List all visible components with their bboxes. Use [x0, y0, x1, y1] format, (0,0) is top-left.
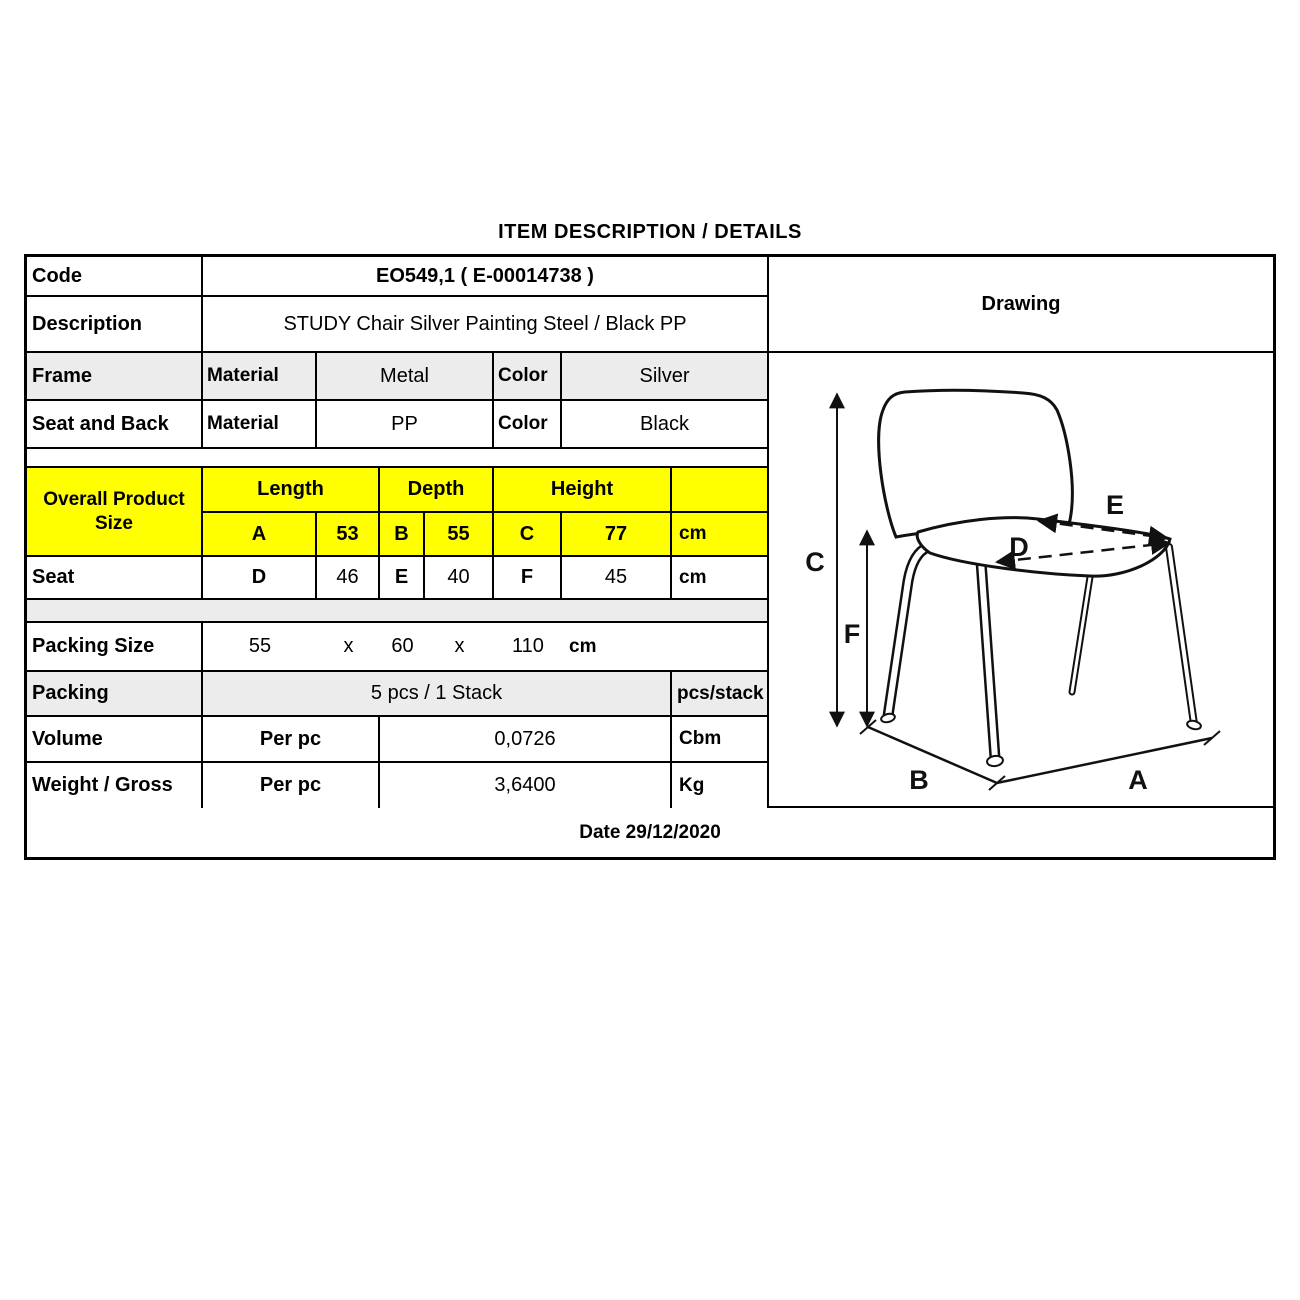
frame-label: Frame [27, 353, 203, 399]
packing-size-label: Packing Size [27, 623, 203, 670]
description-value: STUDY Chair Silver Painting Steel / Black PP [283, 312, 687, 335]
drawing-area [769, 353, 1273, 806]
weight-row [27, 763, 767, 808]
dim-label-f: F [843, 619, 861, 649]
volume-basis: Per pc [203, 717, 380, 761]
code-row [27, 257, 767, 297]
dim-e-value: 40 [425, 557, 494, 598]
overall-size-label: Overall Product Size [27, 468, 203, 555]
weight-unit: Kg [679, 774, 705, 796]
packing-size-unit: cm [569, 635, 597, 657]
spec-table-left [27, 257, 769, 808]
dim-d-value: 46 [317, 557, 380, 598]
volume-unit: Cbm [679, 728, 722, 749]
frame-material-value: Metal [317, 353, 494, 399]
dimension-header-row [203, 468, 767, 513]
chair-foot-front [986, 755, 1003, 767]
dim-f-key: F [494, 557, 562, 598]
code-label: Code [27, 257, 203, 295]
date-text: Date 29/12/2020 [579, 821, 721, 843]
date-row [27, 808, 1273, 857]
dim-label-e: E [1105, 490, 1125, 520]
dim-a-key: A [203, 513, 317, 555]
frame-row [27, 353, 767, 401]
packing-size-part-0: 55 [248, 635, 272, 657]
packing-size-sep-1: x [343, 635, 354, 657]
packing-value: 5 pcs / 1 Stack [203, 672, 672, 715]
volume-value: 0,0726 [380, 717, 672, 761]
height-header: Height [494, 468, 672, 511]
dim-c-key: C [494, 513, 562, 555]
dim-a-value: 53 [317, 513, 380, 555]
frame-color-value: Silver [639, 364, 690, 387]
packing-size-sep-3: x [454, 635, 465, 657]
dim-e-key: E [380, 557, 425, 598]
frame-color-key: Color [494, 353, 562, 399]
dimension-header-empty-cell [672, 468, 767, 511]
spec-table [24, 254, 1276, 860]
chair-foot-right [1186, 719, 1202, 730]
packing-size-part-2: 60 [391, 635, 414, 657]
drawing-header: Drawing [769, 257, 1273, 353]
chair-front-frame [888, 545, 995, 758]
seat-back-color-value: Black [640, 412, 689, 435]
weight-basis: Per pc [203, 763, 380, 808]
seat-back-material-key: Material [203, 401, 317, 447]
dim-b-value: 55 [425, 513, 494, 555]
dim-label-b: B [909, 765, 929, 795]
code-value: EO549,1 ( E-00014738 ) [376, 264, 594, 287]
depth-header: Depth [380, 468, 494, 511]
frame-material-key: Material [203, 353, 317, 399]
chair-backrest [879, 390, 1073, 537]
seat-back-label: Seat and Back [27, 401, 203, 447]
dim-b-key: B [380, 513, 425, 555]
description-row [27, 297, 767, 353]
dim-label-a: A [1128, 765, 1148, 795]
volume-row [27, 717, 767, 763]
dim-label-d: D [1009, 532, 1029, 562]
spacer-row [27, 449, 767, 468]
seat-dimensions-row [27, 557, 767, 600]
chair-drawing [769, 353, 1273, 806]
description-label: Description [27, 297, 203, 351]
packing-size-row [27, 623, 767, 672]
gray-spacer-row [27, 600, 767, 623]
chair-foot-left [880, 712, 896, 723]
dim-label-c: C [805, 547, 825, 577]
overall-values-row [203, 513, 767, 555]
packing-unit: pcs/stack [677, 682, 764, 704]
drawing-column [769, 257, 1273, 808]
packing-row [27, 672, 767, 717]
seat-unit: cm [679, 566, 707, 588]
volume-label: Volume [27, 717, 203, 761]
seat-back-color-key: Color [494, 401, 562, 447]
dim-c-value: 77 [562, 513, 672, 555]
dim-f-value: 45 [562, 557, 672, 598]
seat-back-material-value: PP [317, 401, 494, 447]
chair-far-leg-fill [1072, 577, 1090, 692]
packing-size-part-4: 110 [512, 635, 544, 657]
seat-back-row [27, 401, 767, 449]
overall-unit: cm [679, 523, 707, 544]
dim-d-key: D [203, 557, 317, 598]
overall-size-section [27, 468, 767, 557]
packing-label: Packing [27, 672, 203, 715]
length-header: Length [203, 468, 380, 511]
weight-value: 3,6400 [380, 763, 672, 808]
overall-size-grid [203, 468, 767, 555]
chair-rear-leg-fill [1169, 547, 1194, 724]
page-title: ITEM DESCRIPTION / DETAILS [498, 221, 802, 243]
weight-label: Weight / Gross [27, 763, 203, 808]
seat-label: Seat [27, 557, 203, 598]
